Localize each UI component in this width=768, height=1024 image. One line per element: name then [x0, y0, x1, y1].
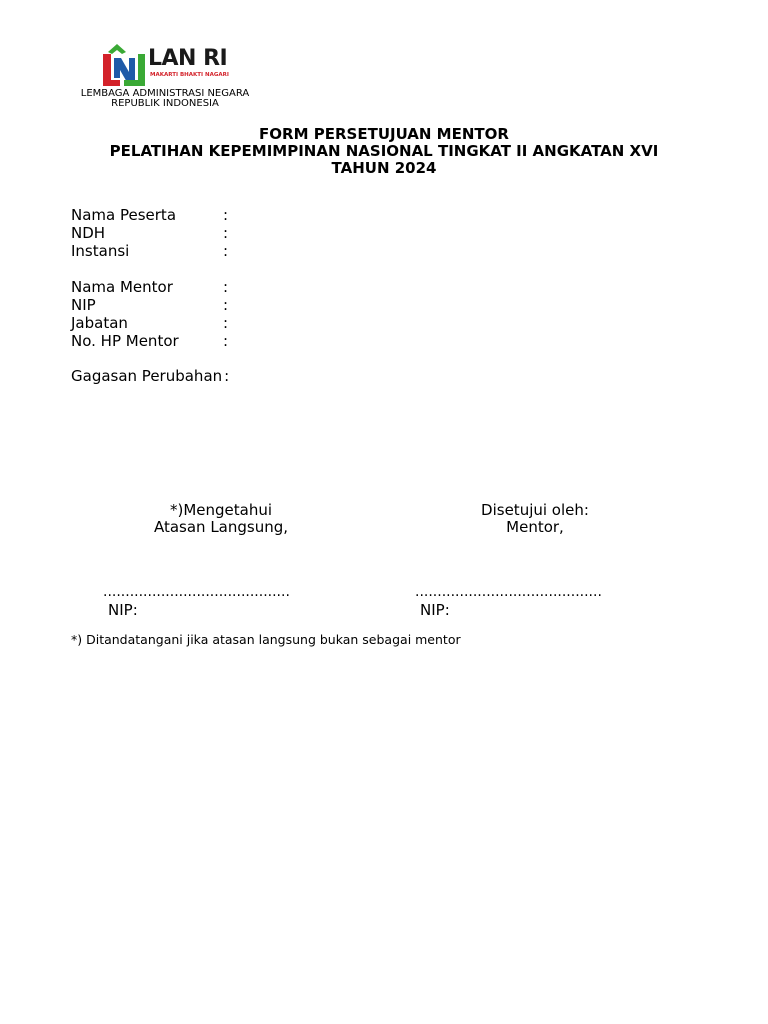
signature-line-left: ..........................................	[103, 584, 290, 600]
lan-ri-logo	[100, 42, 240, 88]
field-label-instansi: Instansi	[71, 242, 130, 260]
signature-nip-left: NIP:	[108, 601, 138, 619]
lan-ri-emblem-icon	[100, 42, 148, 88]
logo-wordmark: LAN RI	[148, 46, 228, 71]
field-colon: :	[223, 332, 229, 350]
field-label-nama-mentor: Nama Mentor	[71, 278, 173, 296]
field-colon: :	[223, 296, 229, 314]
org-name-line-1: LEMBAGA ADMINISTRASI NEGARA	[80, 88, 250, 99]
logo-tagline: MAKARTI BHAKTI NAGARI	[150, 72, 229, 78]
field-colon: :	[223, 278, 229, 296]
field-colon: :	[223, 224, 229, 242]
signature-nip-right: NIP:	[420, 601, 450, 619]
field-label-ndh: NDH	[71, 224, 106, 242]
signature-left-role: Atasan Langsung,	[153, 518, 289, 536]
form-year: TAHUN 2024	[331, 159, 437, 177]
signature-left-heading: *)Mengetahui	[169, 501, 273, 519]
signature-right-role: Mentor,	[506, 518, 564, 536]
field-label-no-hp-mentor: No. HP Mentor	[71, 332, 179, 350]
field-label-nama-peserta: Nama Peserta	[71, 206, 177, 224]
field-gagasan-perubahan	[71, 367, 229, 385]
org-name-line-2: REPUBLIK INDONESIA	[111, 98, 219, 109]
field-colon: :	[223, 206, 229, 224]
signature-line-right: ..........................................	[415, 584, 602, 600]
field-colon: :	[224, 367, 230, 385]
footnote: *) Ditandatangani jika atasan langsung bukan sebagai mentor	[71, 632, 461, 647]
field-colon: :	[223, 314, 229, 332]
form-title: FORM PERSETUJUAN MENTOR	[259, 125, 509, 143]
field-label-jabatan: Jabatan	[71, 314, 128, 332]
field-label-nip: NIP	[71, 296, 96, 314]
signature-right-heading: Disetujui oleh:	[481, 501, 589, 519]
field-colon: :	[223, 242, 229, 260]
form-subtitle: PELATIHAN KEPEMIMPINAN NASIONAL TINGKAT II ANGKATAN XVI	[109, 142, 659, 160]
field-label-gagasan-perubahan: Gagasan Perubahan	[71, 367, 223, 385]
